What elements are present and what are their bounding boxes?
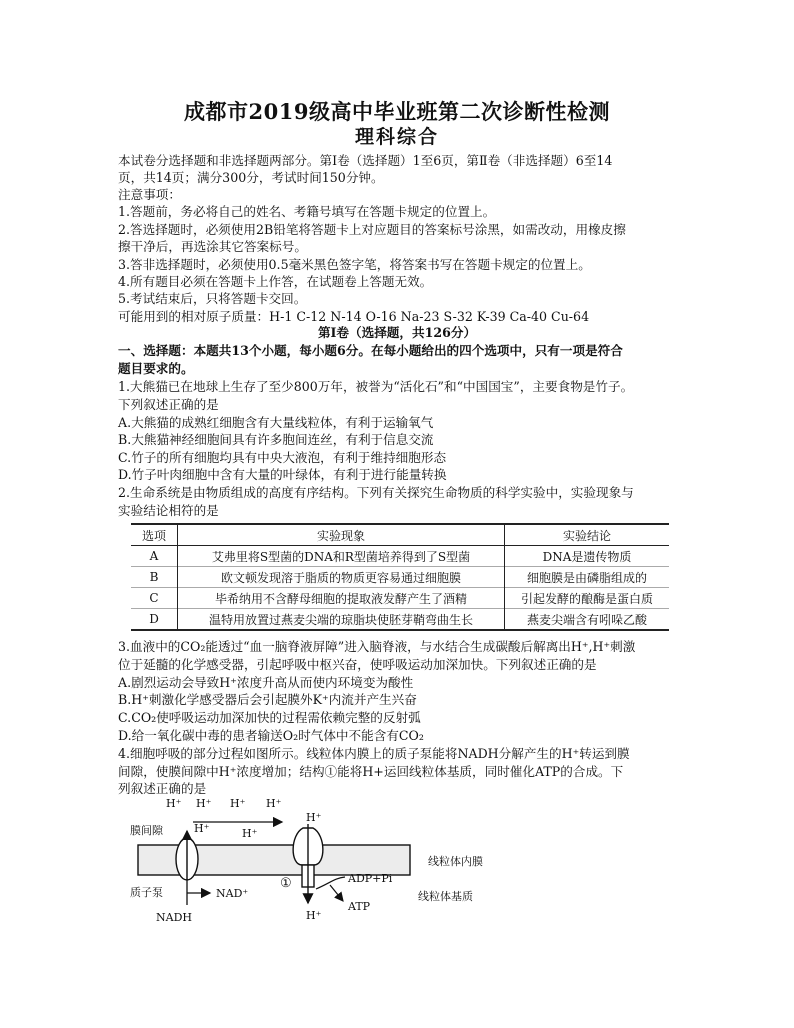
table-cell: 引起发酵的酿酶是蛋白质 xyxy=(505,588,670,609)
nadh-label: NADH xyxy=(156,911,192,924)
table-cell: A xyxy=(131,546,178,567)
note-item: 5.考试结束后，只将答题卡交回。 xyxy=(118,291,307,306)
structure-1-label: ① xyxy=(280,876,292,891)
question-stem: 2.生命系统是由物质组成的高度有序结构。下列有关探究生命物质的科学实验中，实验现象与 xyxy=(118,485,634,500)
option-a: A.大熊猫的成熟红细胞含有大量线粒体，有利于运输氧气 xyxy=(118,415,434,430)
table-row xyxy=(131,588,669,609)
table-cell: 温特用放置过燕麦尖端的琼脂块使胚芽鞘弯曲生长 xyxy=(178,609,505,631)
intro-line: 本试卷分选择题和非选择题两部分。第Ⅰ卷（选择题）1至6页，第Ⅱ卷（非选择题）6至14 xyxy=(118,153,613,168)
table-header: 实验结论 xyxy=(505,524,670,546)
question-stem: 间隙，使膜间隙中H⁺浓度增加；结构①能将H+运回线粒体基质，同时催化ATP的合成。下 xyxy=(118,764,624,779)
option-d: D.竹子叶肉细胞中含有大量的叶绿体，有利于进行能量转换 xyxy=(118,467,447,482)
question-stem: 位于延髓的化学感受器，引起呼吸中枢兴奋，使呼吸运动加深加快。下列叙述正确的是 xyxy=(118,657,597,672)
exam-subtitle: 理科综合 xyxy=(354,126,439,148)
table-cell: 细胞膜是由磷脂组成的 xyxy=(505,567,670,588)
h-plus-label: H⁺ xyxy=(242,827,258,840)
option-a: A.剧烈运动会导致H⁺浓度升高从而使内环境变为酸性 xyxy=(118,675,414,690)
h-plus-label: H⁺ xyxy=(230,797,246,810)
option-c: C.竹子的所有细胞均具有中央大液泡，有利于维持细胞形态 xyxy=(118,450,447,465)
h-plus-label: H⁺ xyxy=(194,822,210,835)
option-b: B.大熊猫神经细胞间具有许多胞间连丝，有利于信息交流 xyxy=(118,432,434,447)
nad-plus-label: NAD⁺ xyxy=(216,887,249,900)
note-item: 3.答非选择题时，必须使用0.5毫米黑色签字笔，将答案书写在答题卡规定的位置上。 xyxy=(118,257,591,272)
mitochondria-diagram xyxy=(130,793,510,928)
section-instructions: 题目要求的。 xyxy=(118,361,194,376)
atomic-mass-line: 可能用到的相对原子质量：H-1 C-12 N-14 O-16 Na-23 S-32 K-39 Ca-40 Cu-64 xyxy=(118,309,590,324)
matrix-label: 线粒体基质 xyxy=(418,890,473,903)
question-stem: 3.血液中的CO₂能透过“血一脑脊液屏障”进入脑脊液，与水结合生成碳酸后解离出H⁺,H⁺刺激 xyxy=(118,639,636,654)
table-cell: 艾弗里将S型菌的DNA和R型菌培养得到了S型菌 xyxy=(178,546,505,567)
table-cell: B xyxy=(131,567,178,588)
note-item: 1.答题前，务必将自己的姓名、考籍号填写在答题卡规定的位置上。 xyxy=(118,204,496,219)
table-header: 实验现象 xyxy=(178,524,505,546)
option-d: D.给一氧化碳中毒的患者输送O₂时气体中不能含有CO₂ xyxy=(118,728,424,743)
table-header: 选项 xyxy=(131,524,178,546)
table-header-row xyxy=(131,524,669,546)
table-cell: D xyxy=(131,609,178,631)
question-stem: 列叙述正确的是 xyxy=(118,781,207,796)
atp-arrow xyxy=(330,885,343,901)
table-cell: 燕麦尖端含有吲哚乙酸 xyxy=(505,609,670,631)
table-row xyxy=(131,609,669,631)
adp-pi-label: ADP+Pi xyxy=(348,872,393,885)
note-item: 擦干净后，再选涂其它答案标号。 xyxy=(118,239,307,254)
question-stem: 1.大熊猫已在地球上生存了至少800万年，被誉为“活化石”和“中国国宝”，主要食物是竹子。 xyxy=(118,379,634,394)
option-b: B.H⁺刺激化学感受器后会引起膜外K⁺内流并产生兴奋 xyxy=(118,692,417,707)
table-row xyxy=(131,567,669,588)
table-cell: 欧文顿发现溶于脂质的物质更容易通过细胞膜 xyxy=(178,567,505,588)
table-cell: 毕希纳用不含酵母细胞的提取液发酵产生了酒精 xyxy=(178,588,505,609)
section-title: 第Ⅰ卷（选择题，共126分） xyxy=(317,325,477,340)
intro-line: 页，共14页；满分300分，考试时间150分钟。 xyxy=(118,170,384,185)
adp-arrow-line xyxy=(316,877,345,889)
table-cell: C xyxy=(131,588,178,609)
table-cell: DNA是遗传物质 xyxy=(505,546,670,567)
table-row xyxy=(131,546,669,567)
atp-label: ATP xyxy=(348,900,371,913)
h-plus-label: H⁺ xyxy=(196,797,212,810)
notes-title: 注意事项： xyxy=(118,187,181,202)
h-plus-label: H⁺ xyxy=(306,909,322,922)
intermembrane-space-label: 膜间隙 xyxy=(130,824,163,837)
h-plus-label: H⁺ xyxy=(166,797,182,810)
experiment-table xyxy=(131,523,669,631)
option-c: C.CO₂使呼吸运动加深加快的过程需依赖完整的反射弧 xyxy=(118,710,421,725)
note-item: 4.所有题目必须在答题卡上作答，在试题卷上答题无效。 xyxy=(118,274,433,289)
exam-title: 成都市2019级高中毕业班第二次诊断性检测 xyxy=(184,99,610,124)
h-plus-label: H⁺ xyxy=(266,797,282,810)
question-stem: 下列叙述正确的是 xyxy=(118,397,219,412)
note-item: 2.答选择题时，必须使用2B铅笔将答题卡上对应题目的答案标号涂黑，如需改动，用橡皮擦 xyxy=(118,222,626,237)
h-plus-label: H⁺ xyxy=(306,811,322,824)
question-stem: 实验结论相符的是 xyxy=(118,503,219,518)
section-instructions: 一、选择题：本题共13个小题，每小题6分。在每小题给出的四个选项中，只有一项是符合 xyxy=(118,343,623,358)
inner-membrane-label: 线粒体内膜 xyxy=(428,855,483,868)
proton-pump-label: 质子泵 xyxy=(130,886,163,899)
question-stem: 4.细胞呼吸的部分过程如图所示。线粒体内膜上的质子泵能将NADH分解产生的H⁺转运到膜 xyxy=(118,746,630,761)
